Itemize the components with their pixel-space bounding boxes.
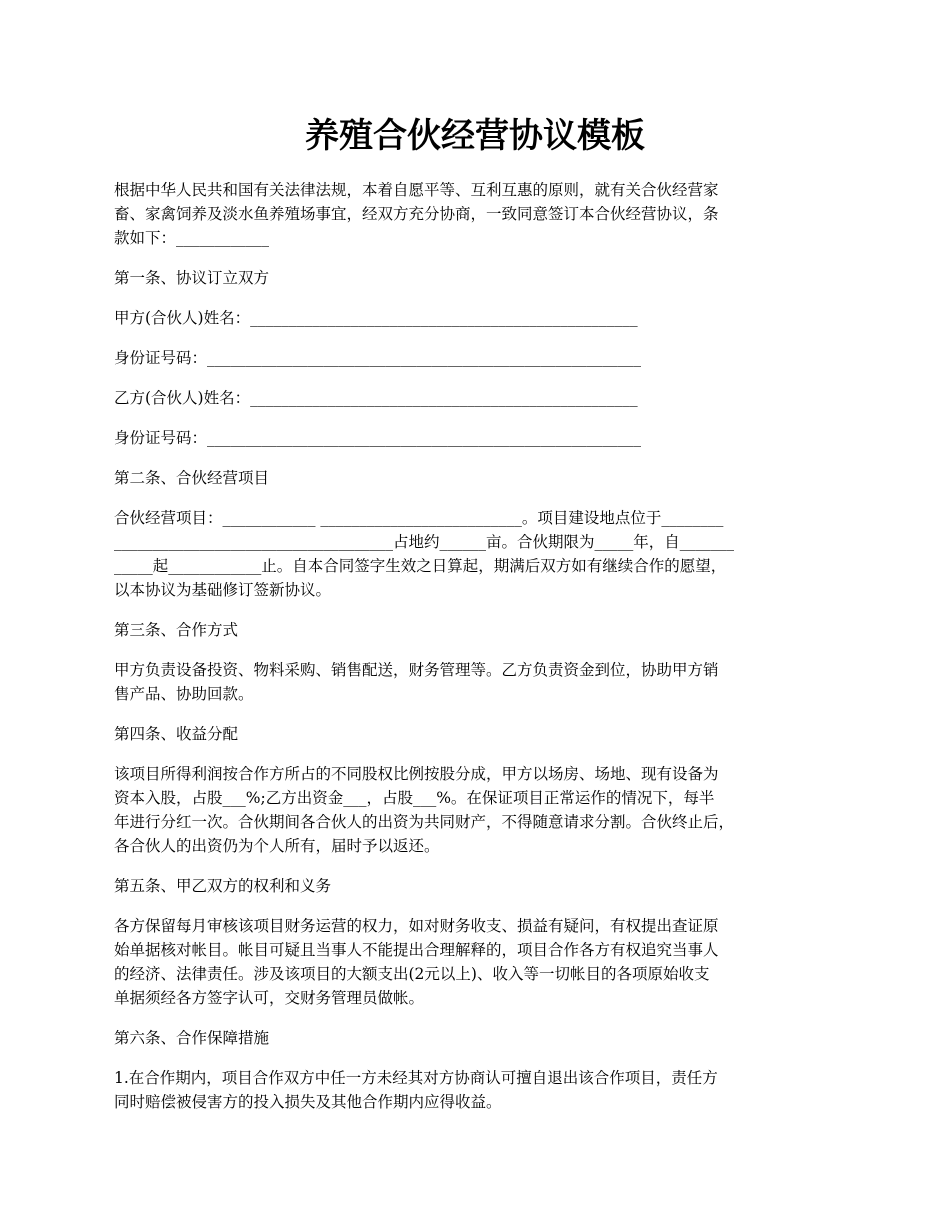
- document-paragraph: [114, 1026, 854, 1050]
- paragraph-line: _____起____________止。自本合同签字生效之日算起，期满后双方如有继续合作的愿望，: [114, 557, 727, 575]
- document-paragraph: [114, 386, 854, 410]
- paragraph-line: 售产品、协助回款。: [114, 685, 254, 703]
- paragraph-line: 第三条、合作方式: [114, 621, 239, 639]
- paragraph-line: 乙方(合伙人)姓名：__________________________________________________: [114, 389, 638, 407]
- document-paragraph: [114, 346, 854, 370]
- paragraph-line: 畜、家禽饲养及淡水鱼养殖场事宜，经双方充分协商，一致同意签订本合伙经营协议，条: [114, 205, 719, 223]
- document-paragraph: [114, 466, 854, 490]
- paragraph-line: 年进行分红一次。合伙期间各合伙人的出资为共同财产，不得随意请求分割。合伙终止后，: [114, 813, 735, 831]
- paragraph-line: 身份证号码：________________________________________________________: [114, 429, 642, 447]
- document-body: [114, 178, 854, 1130]
- document-paragraph: [114, 914, 854, 1010]
- paragraph-line: 甲方负责设备投资、物料采购、销售配送，财务管理等。乙方负责资金到位，协助甲方销: [114, 661, 719, 679]
- paragraph-line: 根据中华人民共和国有关法律法规，本着自愿平等、互利互惠的原则，就有关合伙经营家: [114, 181, 719, 199]
- paragraph-line: 各方保留每月审核该项目财务运营的权力，如对财务收支、损益有疑问，有权提出查证原: [114, 917, 719, 935]
- paragraph-line: 甲方(合伙人)姓名：__________________________________________________: [114, 309, 638, 327]
- paragraph-line: 以本协议为基础修订签新协议。: [114, 581, 332, 599]
- paragraph-line: 各合伙人的出资仍为个人所有，届时予以返还。: [114, 837, 440, 855]
- paragraph-line: 资本入股，占股___%;乙方出资金___，占股___%。在保证项目正常运作的情况下，每半: [114, 789, 715, 807]
- paragraph-line: 身份证号码：________________________________________________________: [114, 349, 642, 367]
- document-paragraph: [114, 874, 854, 898]
- document-paragraph: [114, 762, 854, 858]
- document-paragraph: [114, 618, 854, 642]
- document-title: 养殖合伙经营协议模板: [305, 116, 645, 156]
- document-paragraph: [114, 506, 854, 602]
- document-paragraph: [114, 306, 854, 330]
- paragraph-line: 该项目所得利润按合作方所占的不同股权比例按股分成，甲方以场房、场地、现有设备为: [114, 765, 719, 783]
- paragraph-line: 第四条、收益分配: [114, 725, 239, 743]
- paragraph-line: 的经济、法律责任。涉及该项目的大额支出(2元以上)、收入等一切帐目的各项原始收支: [114, 965, 710, 983]
- paragraph-line: 合伙经营项目：____________ __________________________。项目建设地点位于________: [114, 509, 724, 527]
- paragraph-line: 单据须经各方签字认可，交财务管理员做帐。: [114, 989, 425, 1007]
- document-paragraph: [114, 426, 854, 450]
- paragraph-line: 款如下：____________: [114, 229, 270, 247]
- document-paragraph: [114, 266, 854, 290]
- paragraph-line: 第六条、合作保障措施: [114, 1029, 270, 1047]
- paragraph-line: 第一条、协议订立双方: [114, 269, 270, 287]
- document-paragraph: [114, 1066, 854, 1114]
- paragraph-line: 同时赔偿被侵害方的投入损失及其他合作期内应得收益。: [114, 1093, 502, 1111]
- document-paragraph: [114, 178, 854, 250]
- paragraph-line: 第二条、合伙经营项目: [114, 469, 270, 487]
- paragraph-line: 第五条、甲乙双方的权利和义务: [114, 877, 332, 895]
- paragraph-line: 1.在合作期内，项目合作双方中任一方未经其对方协商认可擅自退出该合作项目，责任方: [114, 1069, 718, 1087]
- paragraph-line: 始单据核对帐目。帐目可疑且当事人不能提出合理解释的，项目合作各方有权追究当事人: [114, 941, 719, 959]
- document-paragraph: [114, 722, 854, 746]
- paragraph-line: ____________________________________占地约______亩。合伙期限为_____年，自_______: [114, 533, 735, 551]
- document-paragraph: [114, 658, 854, 706]
